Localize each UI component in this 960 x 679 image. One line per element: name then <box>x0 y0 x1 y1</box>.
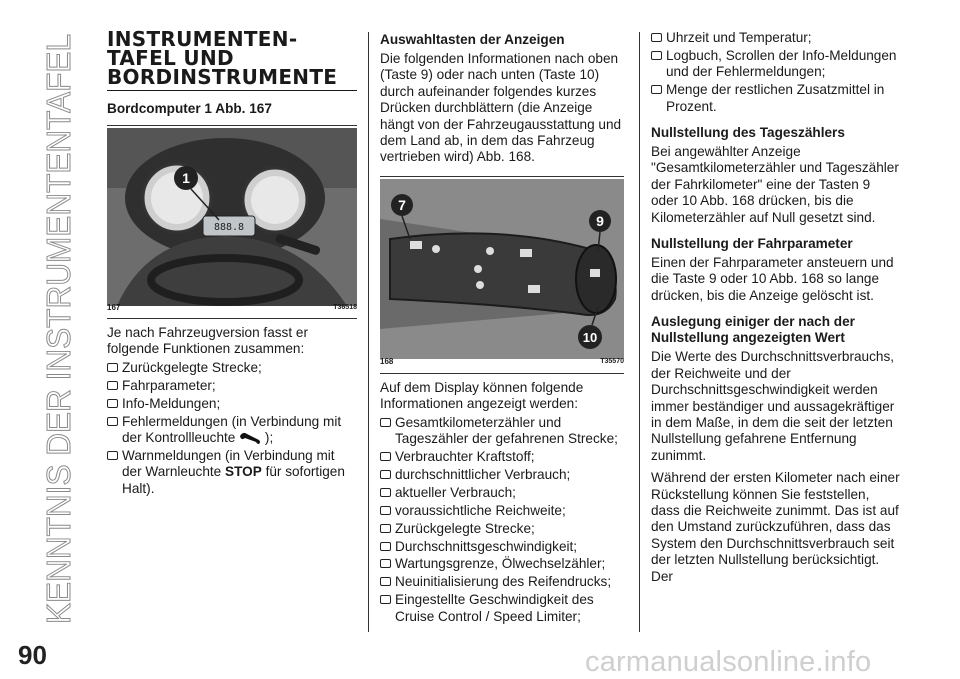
list-item: Wartungsgrenze, Ölwechselzähler; <box>380 556 624 572</box>
checkbox-bullet-icon <box>651 51 662 60</box>
callout-10: 10 <box>582 329 598 345</box>
figure-167 <box>107 125 357 319</box>
list-item: Fahrparameter; <box>107 378 357 394</box>
checkbox-bullet-icon <box>107 451 118 460</box>
section-heading <box>107 27 357 91</box>
list-item: Warnmeldungen (in Verbindung mit der Warnleuchte STOP für sofortigen Halt). <box>107 448 357 497</box>
list-item: Eingestellte Geschwindigkeit des Cruise Control / Speed Limiter; <box>380 592 624 625</box>
checkbox-bullet-icon <box>380 542 391 551</box>
dashboard-illustration <box>107 128 357 306</box>
callout-7: 7 <box>398 196 406 213</box>
list-item: Verbrauchter Kraftstoff; <box>380 449 624 465</box>
heading-line-3: BORDINSTRUMENTE <box>107 65 338 89</box>
figure-label: 168 <box>380 357 394 367</box>
checkbox-bullet-icon <box>380 470 391 479</box>
list-item: Zurückgelegte Strecke; <box>107 360 357 376</box>
checkbox-bullet-icon <box>380 452 391 461</box>
callout-9: 9 <box>596 212 604 229</box>
list-item: Info-Meldungen; <box>107 396 357 412</box>
subheading-bordcomputer: Bordcomputer 1 Abb. 167 <box>107 101 272 116</box>
list-item: Zurückgelegte Strecke; <box>380 521 624 537</box>
column-divider <box>368 32 369 632</box>
column-1 <box>107 27 357 499</box>
list-item: Gesamtkilometerzähler und Tageszähler der gefahrenen Strecke; <box>380 415 624 448</box>
checkbox-bullet-icon <box>107 399 118 408</box>
list-item: Fehlermeldungen (in Verbindung mit der Kontrollleuchte ); <box>107 414 357 447</box>
side-title-text: KENNTNIS DER INSTRUMENTENTAFEL <box>40 28 77 624</box>
list-item: voraussichtliche Reichweite; <box>380 503 624 519</box>
figure-code: T36518 <box>333 303 357 311</box>
heading-line-2: TAFEL UND <box>107 46 234 70</box>
checkbox-bullet-icon <box>380 524 391 533</box>
checkbox-bullet-icon <box>380 595 391 604</box>
checkbox-bullet-icon <box>380 418 391 427</box>
list-item: durchschnittlicher Verbrauch; <box>380 467 624 483</box>
checkbox-bullet-icon <box>380 488 391 497</box>
checkbox-bullet-icon <box>380 506 391 515</box>
display-text: 888.8 <box>213 222 245 233</box>
figure-code: T35570 <box>600 358 624 366</box>
checkbox-bullet-icon <box>107 381 118 390</box>
checkbox-bullet-icon <box>107 417 118 426</box>
list-item: Neuinitialisierung des Reifendrucks; <box>380 574 624 590</box>
paragraph-reset-params: Einen der Fahrparameter ansteuern und die Taste 9 oder 10 Abb. 168 so lange drücken, bis die Anzeige gelöscht ist. <box>651 255 894 303</box>
watermark: carmanualsonline.info <box>585 646 872 678</box>
list-item: Menge der restlichen Zusatzmittel in Prozent. <box>651 82 901 115</box>
list-item: aktueller Verbrauch; <box>380 485 624 501</box>
paragraph-values-1: Die Werte des Durchschnittsverbrauchs, der Reichweite und der Durchschnittsgeschwindigkeit werden immer beständiger und aussagekräftiger in dem Maße, in dem die seit der letzten Nullstellung gefahrene Entfernung zunimmt. <box>651 349 895 463</box>
intro-text: Auf dem Display können folgende Informationen angezeigt werden: <box>380 379 584 412</box>
column-3 <box>651 30 901 591</box>
checkbox-bullet-icon <box>380 559 391 568</box>
subheading-values: Auslegung einiger der nach der Nullstellung angezeigten Wert <box>651 314 855 346</box>
figure-label: 167 <box>107 302 121 312</box>
wrench-icon <box>239 431 261 445</box>
callout-1: 1 <box>182 170 190 186</box>
intro-text: Je nach Fahrzeugversion fasst er folgende Funktionen zusammen: <box>107 325 308 357</box>
checkbox-bullet-icon <box>651 33 662 42</box>
page-number: 90 <box>18 640 47 670</box>
checkbox-bullet-icon <box>380 577 391 586</box>
subheading-reset-params: Nullstellung der Fahrparameter <box>651 236 853 252</box>
side-title <box>30 28 80 624</box>
subheading-auswahltasten: Auswahltasten der Anzeigen <box>380 32 565 47</box>
column-divider <box>639 32 640 632</box>
stalk-illustration <box>380 179 624 359</box>
paragraph-reset-trip: Bei angewählter Anzeige "Gesamtkilometerzähler und Tageszähler der Fahrkilometer" eine der Tasten 9 oder 10 Abb. 168 drücken, bis die Kilometerzähler auf Null gesetzt sind. <box>651 144 899 225</box>
paragraph-values-2: Während der ersten Kilometer nach einer Rückstellung können Sie feststellen, dass die Reichweite zunimmt. Das ist auf den Umstand zurückzuführen, dass das System den Durchschnittsverbrauch seit der letzten Nullstellung berücksichtigt. Der <box>651 470 900 584</box>
heading-line-1: INSTRUMENTEN- <box>107 27 298 51</box>
paragraph-auswahltasten: Die folgenden Informationen nach oben (Taste 9) oder nach unten (Taste 10) durch aufeinander folgendes kurzes Drücken durchblättern (die Anzeige hängt von der Fahrzeugausstattung und dem Land ab, in dem das Fahrzeug vertrieben wird) Abb. 168. <box>380 51 622 165</box>
checkbox-bullet-icon <box>651 85 662 94</box>
list-item: Uhrzeit und Temperatur; <box>651 30 901 46</box>
list-item: Durchschnittsgeschwindigkeit; <box>380 539 624 555</box>
figure-168 <box>380 176 624 374</box>
list-item: Logbuch, Scrollen der Info-Meldungen und der Fehlermeldungen; <box>651 48 901 81</box>
stop-warning-label: STOP <box>225 464 262 480</box>
column-2 <box>380 30 624 627</box>
subheading-reset-trip: Nullstellung des Tageszählers <box>651 125 845 141</box>
checkbox-bullet-icon <box>107 363 118 372</box>
